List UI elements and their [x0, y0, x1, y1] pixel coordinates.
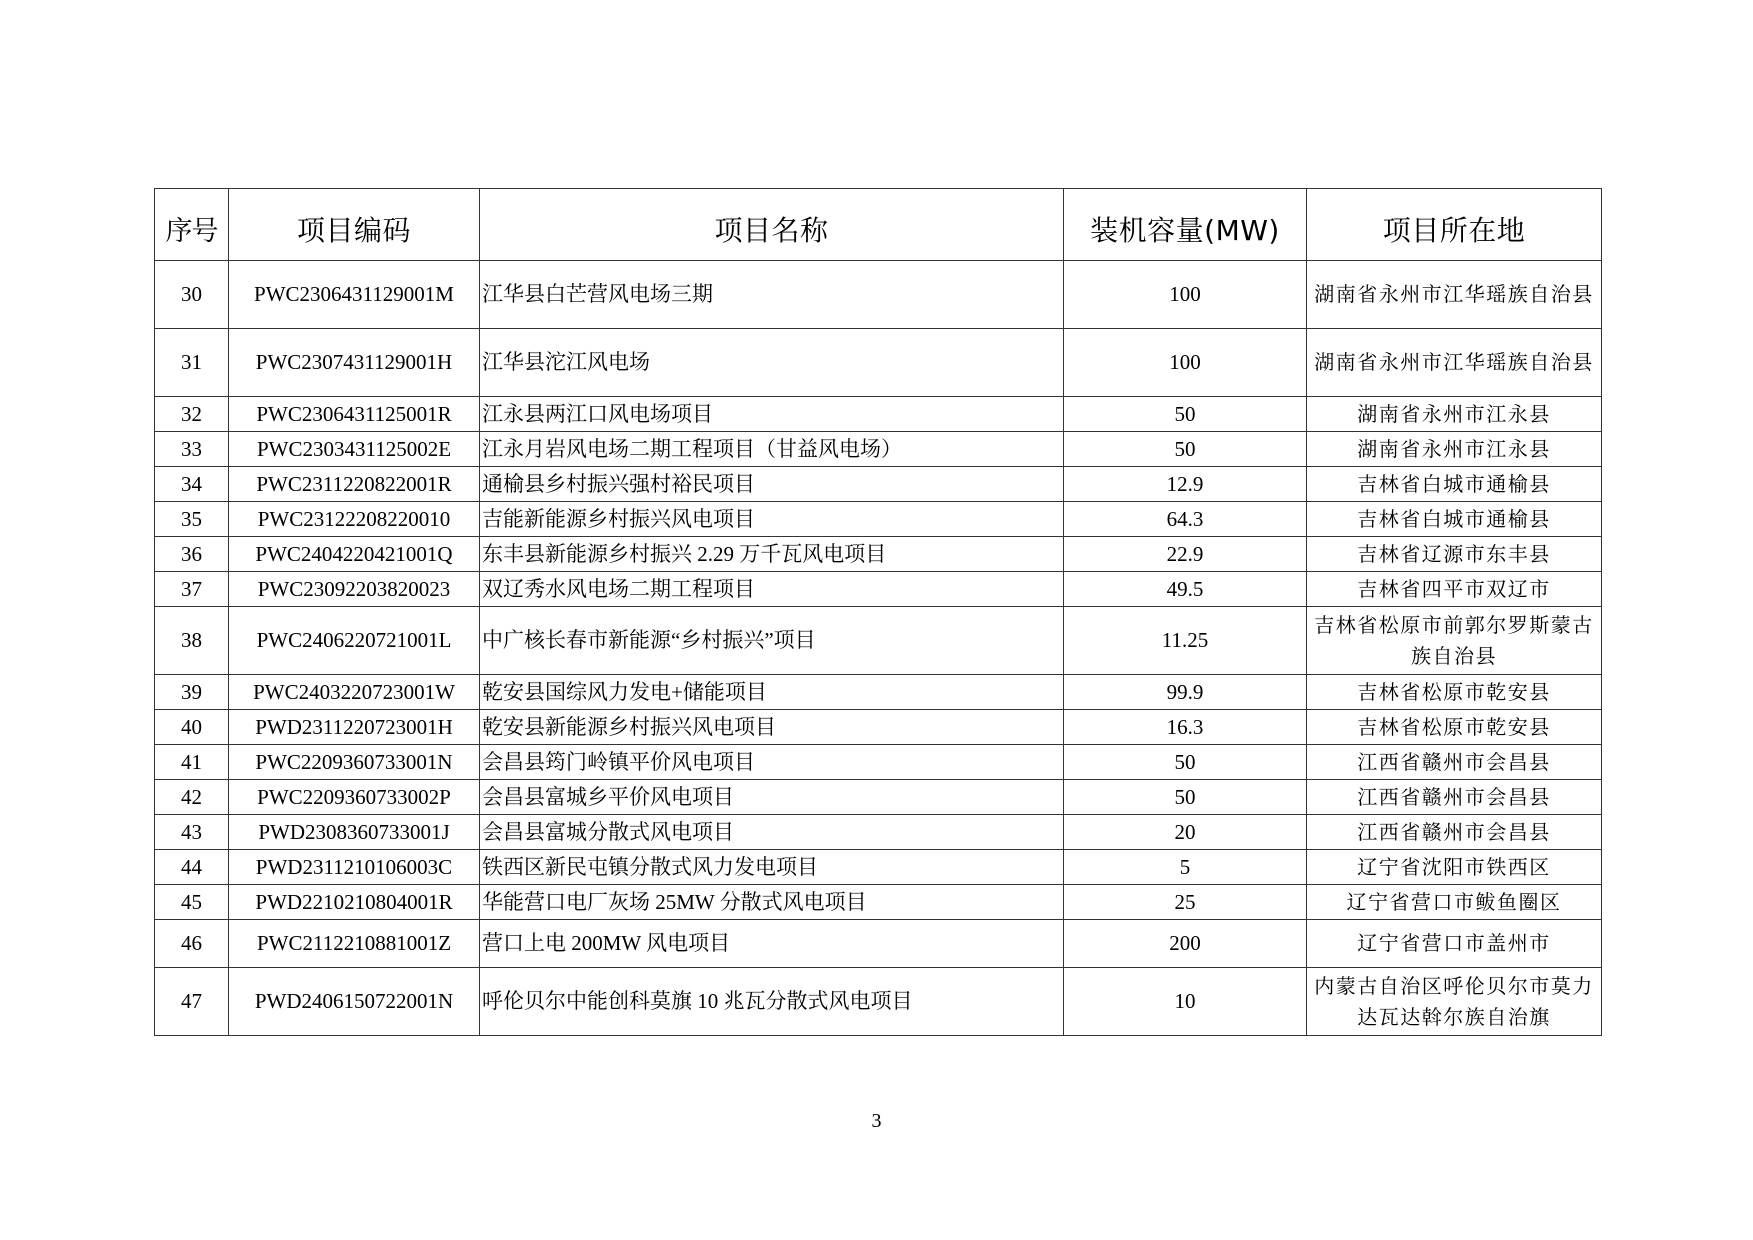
row-location: 吉林省松原市前郭尔罗斯蒙古族自治县 — [1307, 607, 1602, 675]
row-project-name: 江华县沱江风电场 — [480, 329, 1064, 397]
row-capacity: 12.9 — [1064, 467, 1307, 502]
row-capacity: 11.25 — [1064, 607, 1307, 675]
row-index: 35 — [155, 502, 229, 537]
row-location: 吉林省松原市乾安县 — [1307, 710, 1602, 745]
row-capacity: 16.3 — [1064, 710, 1307, 745]
table-row — [155, 329, 1602, 397]
row-index: 45 — [155, 885, 229, 920]
project-table-container — [154, 188, 1602, 1036]
row-project-code: PWD2308360733001J — [229, 815, 480, 850]
row-capacity: 100 — [1064, 329, 1307, 397]
row-project-code: PWC2209360733001N — [229, 745, 480, 780]
row-capacity: 5 — [1064, 850, 1307, 885]
row-capacity: 50 — [1064, 780, 1307, 815]
row-project-name: 中广核长春市新能源“乡村振兴”项目 — [480, 607, 1064, 675]
row-project-name: 乾安县国综风力发电+储能项目 — [480, 675, 1064, 710]
row-location: 内蒙古自治区呼伦贝尔市莫力达瓦达斡尔族自治旗 — [1307, 968, 1602, 1036]
row-project-code: PWC2404220421001Q — [229, 537, 480, 572]
row-index: 30 — [155, 261, 229, 329]
row-project-code: PWC2303431125002E — [229, 432, 480, 467]
row-location: 吉林省四平市双辽市 — [1307, 572, 1602, 607]
page-number: 3 — [871, 1110, 882, 1132]
table-header-row — [155, 189, 1602, 261]
row-project-name: 铁西区新民屯镇分散式风力发电项目 — [480, 850, 1064, 885]
row-index: 42 — [155, 780, 229, 815]
row-project-code: PWC2307431129001H — [229, 329, 480, 397]
row-project-name: 吉能新能源乡村振兴风电项目 — [480, 502, 1064, 537]
row-project-code: PWC2406220721001L — [229, 607, 480, 675]
row-project-name: 东丰县新能源乡村振兴 2.29 万千瓦风电项目 — [480, 537, 1064, 572]
row-index: 34 — [155, 467, 229, 502]
row-project-name: 乾安县新能源乡村振兴风电项目 — [480, 710, 1064, 745]
row-index: 37 — [155, 572, 229, 607]
table-row — [155, 432, 1602, 467]
row-project-code: PWC2209360733002P — [229, 780, 480, 815]
row-project-code: PWD2210210804001R — [229, 885, 480, 920]
row-project-code: PWC2306431129001M — [229, 261, 480, 329]
table-row — [155, 261, 1602, 329]
row-location: 江西省赣州市会昌县 — [1307, 780, 1602, 815]
row-project-code: PWC2306431125001R — [229, 397, 480, 432]
table-row — [155, 780, 1602, 815]
row-capacity: 200 — [1064, 920, 1307, 968]
table-row — [155, 397, 1602, 432]
row-location: 辽宁省营口市盖州市 — [1307, 920, 1602, 968]
row-index: 39 — [155, 675, 229, 710]
row-index: 33 — [155, 432, 229, 467]
row-location: 吉林省松原市乾安县 — [1307, 675, 1602, 710]
row-project-code: PWC2112210881001Z — [229, 920, 480, 968]
header-project-code: 项目编码 — [229, 189, 480, 261]
row-index: 32 — [155, 397, 229, 432]
header-project-name: 项目名称 — [480, 189, 1064, 261]
table-row — [155, 607, 1602, 675]
row-location: 湖南省永州市江永县 — [1307, 397, 1602, 432]
row-index: 40 — [155, 710, 229, 745]
row-capacity: 50 — [1064, 745, 1307, 780]
header-location: 项目所在地 — [1307, 189, 1602, 261]
row-location: 湖南省永州市江永县 — [1307, 432, 1602, 467]
row-location: 吉林省白城市通榆县 — [1307, 502, 1602, 537]
row-index: 47 — [155, 968, 229, 1036]
table-row — [155, 850, 1602, 885]
row-location: 江西省赣州市会昌县 — [1307, 815, 1602, 850]
row-project-name: 通榆县乡村振兴强村裕民项目 — [480, 467, 1064, 502]
row-capacity: 25 — [1064, 885, 1307, 920]
row-project-name: 会昌县筠门岭镇平价风电项目 — [480, 745, 1064, 780]
wind-power-project-table — [154, 188, 1602, 1036]
table-row — [155, 467, 1602, 502]
table-row — [155, 675, 1602, 710]
row-project-code: PWD2311220723001H — [229, 710, 480, 745]
row-project-name: 呼伦贝尔中能创科莫旗 10 兆瓦分散式风电项目 — [480, 968, 1064, 1036]
row-capacity: 10 — [1064, 968, 1307, 1036]
row-project-code: PWD2406150722001N — [229, 968, 480, 1036]
row-project-name: 江华县白芒营风电场三期 — [480, 261, 1064, 329]
row-location: 辽宁省沈阳市铁西区 — [1307, 850, 1602, 885]
row-index: 46 — [155, 920, 229, 968]
row-project-name: 会昌县富城分散式风电项目 — [480, 815, 1064, 850]
row-capacity: 20 — [1064, 815, 1307, 850]
table-row — [155, 968, 1602, 1036]
row-project-code: PWC2311220822001R — [229, 467, 480, 502]
row-location: 吉林省白城市通榆县 — [1307, 467, 1602, 502]
table-row — [155, 885, 1602, 920]
row-index: 38 — [155, 607, 229, 675]
row-project-name: 江永县两江口风电场项目 — [480, 397, 1064, 432]
row-location: 湖南省永州市江华瑶族自治县 — [1307, 261, 1602, 329]
row-project-name: 营口上电 200MW 风电项目 — [480, 920, 1064, 968]
row-project-code: PWC23122208220010 — [229, 502, 480, 537]
row-location: 吉林省辽源市东丰县 — [1307, 537, 1602, 572]
table-row — [155, 710, 1602, 745]
row-project-name: 江永月岩风电场二期工程项目（甘益风电场） — [480, 432, 1064, 467]
row-capacity: 22.9 — [1064, 537, 1307, 572]
row-project-name: 会昌县富城乡平价风电项目 — [480, 780, 1064, 815]
row-project-code: PWC2403220723001W — [229, 675, 480, 710]
table-row — [155, 745, 1602, 780]
row-capacity: 100 — [1064, 261, 1307, 329]
row-capacity: 49.5 — [1064, 572, 1307, 607]
row-capacity: 64.3 — [1064, 502, 1307, 537]
row-location: 江西省赣州市会昌县 — [1307, 745, 1602, 780]
row-project-code: PWD2311210106003C — [229, 850, 480, 885]
row-project-name: 双辽秀水风电场二期工程项目 — [480, 572, 1064, 607]
table-row — [155, 572, 1602, 607]
row-project-code: PWC23092203820023 — [229, 572, 480, 607]
table-row — [155, 502, 1602, 537]
header-index: 序号 — [155, 189, 229, 261]
row-capacity: 50 — [1064, 397, 1307, 432]
row-capacity: 50 — [1064, 432, 1307, 467]
row-index: 31 — [155, 329, 229, 397]
row-capacity: 99.9 — [1064, 675, 1307, 710]
row-location: 辽宁省营口市鲅鱼圈区 — [1307, 885, 1602, 920]
row-index: 41 — [155, 745, 229, 780]
table-row — [155, 815, 1602, 850]
row-index: 36 — [155, 537, 229, 572]
row-project-name: 华能营口电厂灰场 25MW 分散式风电项目 — [480, 885, 1064, 920]
table-row — [155, 537, 1602, 572]
row-index: 43 — [155, 815, 229, 850]
header-capacity: 装机容量(MW) — [1064, 189, 1307, 261]
row-location: 湖南省永州市江华瑶族自治县 — [1307, 329, 1602, 397]
row-index: 44 — [155, 850, 229, 885]
table-row — [155, 920, 1602, 968]
